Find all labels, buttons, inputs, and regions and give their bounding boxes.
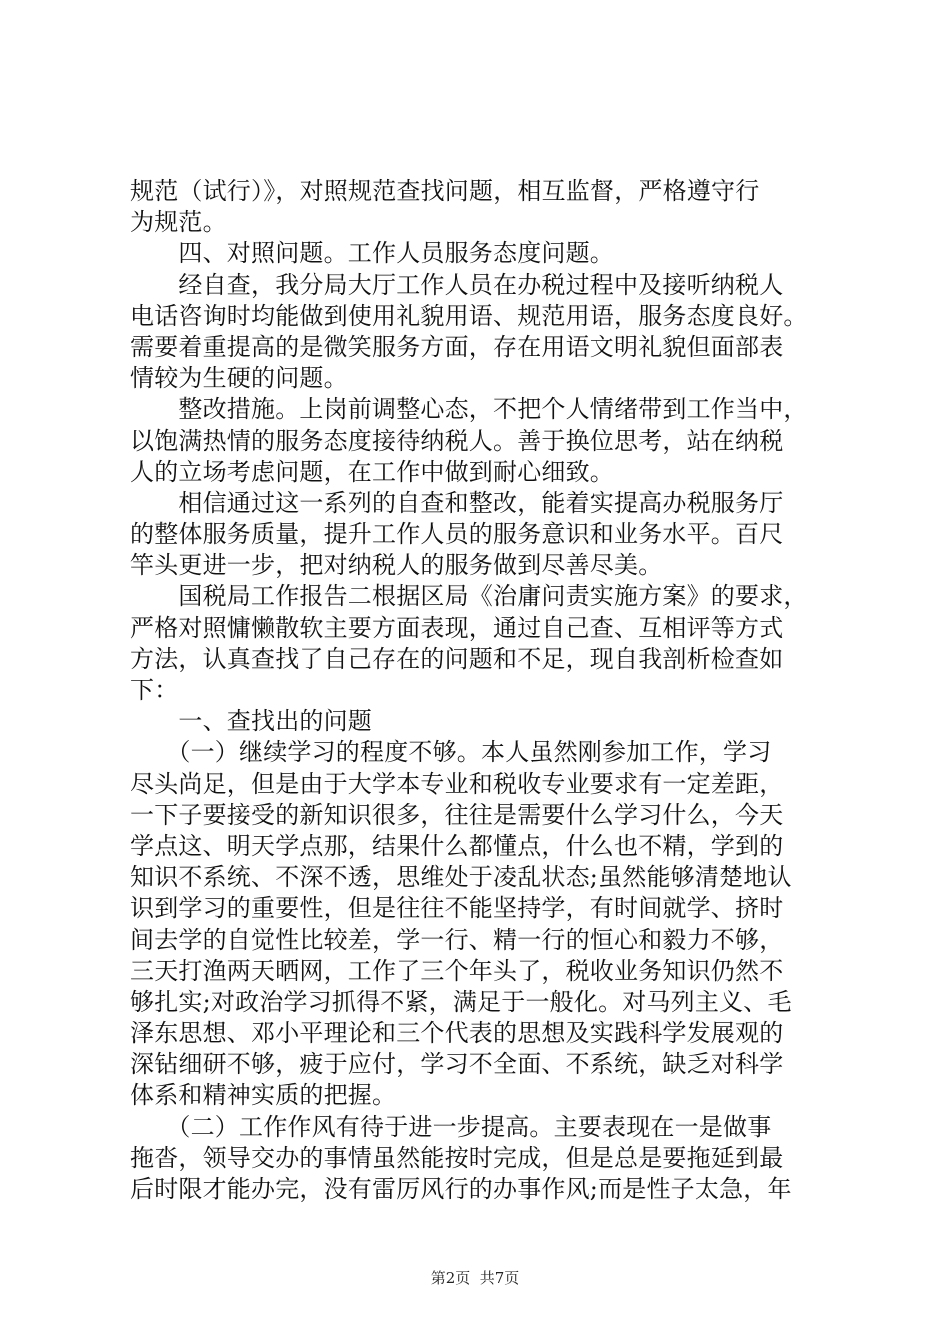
text-line: 规范（试行）》，对照规范查找问题，相互监督，严格遵守行 [130, 177, 760, 205]
text-line: 需要着重提高的是微笑服务方面，存在用语文明礼貌但面部表 [130, 332, 784, 361]
text-line: 以饱满热情的服务态度接待纳税人。善于换位思考，站在纳税 [130, 426, 784, 455]
text-line: 一、查找出的问题 [130, 707, 372, 736]
document-body [130, 176, 842, 1205]
text-line: 三天打渔两天晒网，工作了三个年头了，税收业务知识仍然不 [130, 956, 784, 985]
text-line: 竿头更进一步，把对纳税人的服务做到尽善尽美。 [130, 551, 663, 580]
text-line: 一下子要接受的新知识很多，往往是需要什么学习什么，今天 [130, 800, 784, 829]
text-line: 的整体服务质量，提升工作人员的服务意识和业务水平。百尺 [130, 520, 784, 549]
text-line: 泽东思想、邓小平理论和三个代表的思想及实践科学发展观的 [130, 1019, 784, 1048]
text-line: 人的立场考虑问题，在工作中做到耐心细致。 [130, 457, 614, 486]
text-line: 整改措施。上岗前调整心态，不把个人情绪带到工作当中， [130, 395, 808, 424]
text-line: 间去学的自觉性比较差，学一行、精一行的恒心和毅力不够， [130, 925, 784, 954]
text-line: 够扎实;对政治学习抓得不紧，满足于一般化。对马列主义、毛 [130, 987, 792, 1016]
text-line: （一）继续学习的程度不够。本人虽然刚参加工作，学习 [130, 738, 772, 767]
text-line: 下： [130, 676, 179, 704]
text-line: 识到学习的重要性，但是往往不能坚持学，有时间就学、挤时 [130, 894, 784, 923]
text-line: 经自查，我分局大厅工作人员在办税过程中及接听纳税人 [130, 270, 784, 299]
text-line: 体系和精神实质的把握。 [130, 1081, 397, 1110]
text-line: 情较为生硬的问题。 [130, 364, 348, 393]
page-footer [0, 1268, 950, 1288]
text-line: 深钻细研不够，疲于应付，学习不全面、不系统，缺乏对科学 [130, 1050, 784, 1079]
text-line: 四、对照问题。工作人员服务态度问题。 [130, 239, 614, 268]
page-number: 第2页 共7页 [430, 1269, 520, 1287]
text-line: 严格对照慵懒散软主要方面表现，通过自己查、互相评等方式 [130, 613, 784, 642]
text-line: 尽头尚足，但是由于大学本专业和税收专业要求有一定差距， [130, 769, 784, 798]
text-line: 相信通过这一系列的自查和整改，能着实提高办税服务厅 [130, 488, 784, 517]
text-line: 方法，认真查找了自己存在的问题和不足，现自我剖析检查如 [130, 644, 784, 673]
text-line: 后时限才能办完，没有雷厉风行的办事作风;而是性子太急，年 [130, 1175, 792, 1203]
text-line: 知识不系统、不深不透，思维处于凌乱状态;虽然能够清楚地认 [130, 863, 792, 892]
text-line: 为规范。 [130, 208, 227, 237]
text-line: （二）工作作风有待于进一步提高。主要表现在一是做事 [130, 1112, 772, 1141]
text-line: 拖沓，领导交办的事情虽然能按时完成，但是总是要拖延到最 [130, 1143, 784, 1172]
text-line: 国税局工作报告二根据区局《治庸问责实施方案》的要求， [130, 582, 808, 611]
text-line: 学点这、明天学点那，结果什么都懂点，什么也不精，学到的 [130, 831, 784, 860]
text-line: 电话咨询时均能做到使用礼貌用语、规范用语，服务态度良好。 [130, 301, 808, 330]
